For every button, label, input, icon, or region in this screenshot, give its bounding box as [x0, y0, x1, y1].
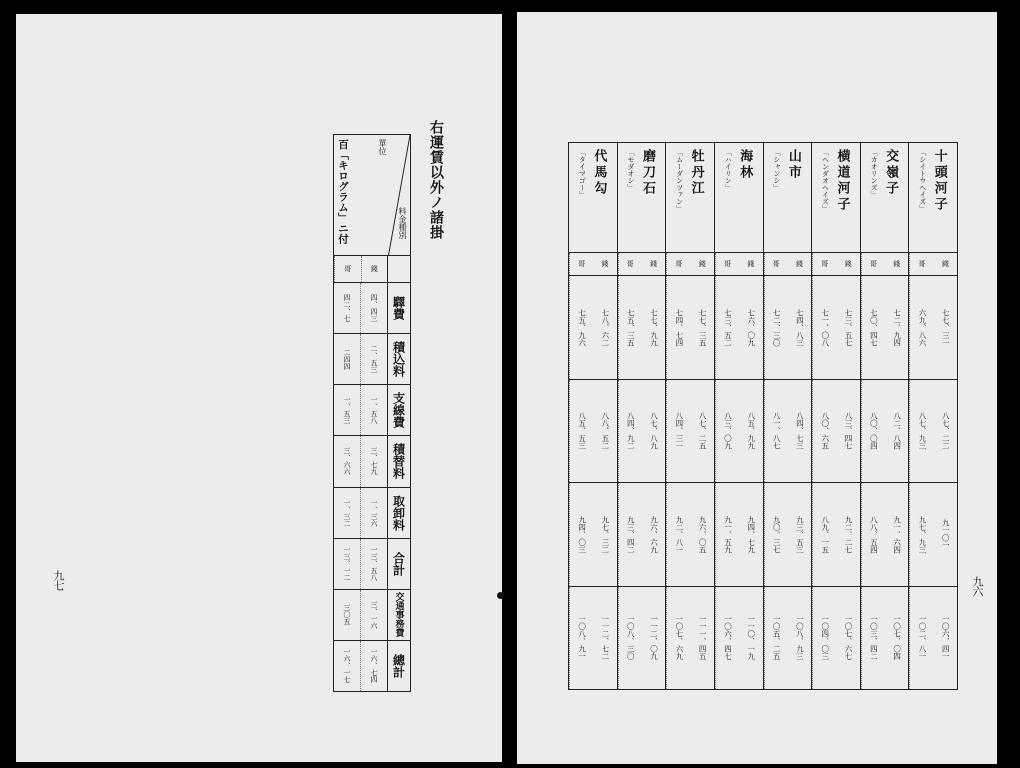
value-ko: 八〇、〇四	[861, 380, 885, 483]
page-number: 九六	[971, 576, 984, 596]
value-sen: 八五、九九	[746, 412, 756, 450]
sub-header-row	[666, 253, 714, 276]
fare-cell	[861, 587, 909, 690]
value-sen: 三、七九	[360, 436, 387, 486]
value-ko: 九三、四二	[618, 483, 642, 586]
fare-cell	[618, 483, 666, 587]
table-row	[334, 539, 410, 590]
fare-cell	[861, 380, 909, 484]
value-ko: 八九、一五	[812, 483, 836, 586]
value-ko: 七五、九六	[569, 276, 593, 379]
sub-header-row	[715, 253, 763, 276]
sub-header-row	[812, 253, 860, 276]
sub-header-ko: 哥	[618, 253, 642, 275]
value-ko: 八四、九二	[618, 380, 642, 483]
sub-header-row	[569, 253, 617, 276]
fare-cell	[666, 483, 714, 587]
sub-header-sen: 錢	[650, 260, 658, 268]
station-header	[861, 143, 909, 253]
unit-value: 百「キログラム」ニ付	[337, 139, 349, 244]
value-ko: 七四、七四	[666, 276, 690, 379]
value-ko: 九七、九三	[909, 483, 933, 586]
value-ko: 七五、三五	[618, 276, 642, 379]
row-label: 驛費	[387, 283, 410, 333]
fare-cell	[666, 380, 714, 484]
value-sen: 一〇七、六七	[844, 615, 854, 661]
station-reading: 「シャンシ」	[772, 149, 781, 191]
fare-cell	[909, 380, 957, 484]
value-sen: 七七、三一	[941, 308, 951, 346]
fare-cell	[715, 483, 763, 587]
station-column	[665, 143, 714, 689]
table-row	[334, 334, 410, 385]
value-ko: 一〇七、六九	[666, 587, 690, 690]
value-ko: 四二、七	[343, 294, 351, 323]
fare-cell	[861, 483, 909, 587]
station-name: 山市	[785, 149, 801, 181]
value-ko: 八五、五三	[569, 380, 593, 483]
fare-cell	[715, 380, 763, 484]
sub-header-ko: 哥	[334, 256, 361, 282]
value-sen: 二、五三	[360, 334, 387, 384]
station-reading: 「ムーダンツァン」	[675, 149, 684, 212]
value-ko: 九一、五九	[715, 483, 739, 586]
station-reading: 「カオリンズ」	[870, 149, 879, 198]
binding-mark	[497, 592, 504, 599]
fare-cell	[618, 380, 666, 484]
value-ko: 八一、八七	[764, 380, 788, 483]
sub-header-sen: 錢	[361, 256, 388, 282]
fare-cell	[666, 587, 714, 690]
row-label: 交通事務費	[387, 590, 410, 640]
sub-header-sen: 錢	[795, 260, 803, 268]
fare-cell	[812, 587, 860, 690]
value-sen: 一一二、〇九	[649, 615, 659, 661]
fare-cell	[569, 483, 617, 587]
sub-header-sen: 錢	[601, 260, 609, 268]
fare-cell	[764, 587, 812, 690]
sub-header-ko: 哥	[861, 253, 885, 275]
fare-cell	[909, 276, 957, 380]
sub-header-row	[764, 253, 812, 276]
value-ko: 八四、三一	[666, 380, 690, 483]
station-header	[666, 143, 714, 253]
row-label: 取卸料	[387, 488, 410, 538]
fare-cell	[812, 483, 860, 587]
page-number: 九七	[52, 570, 65, 590]
row-label: 合計	[387, 539, 410, 589]
station-column	[617, 143, 666, 689]
value-ko: 一〇五、二五	[764, 587, 788, 690]
right-page	[517, 12, 997, 764]
station-header	[764, 143, 812, 253]
station-reading: 「モダオシ」	[626, 149, 635, 191]
fare-cell	[666, 276, 714, 380]
value-ko: 九二、八一	[666, 483, 690, 586]
value-ko: 七二、三〇	[764, 276, 788, 379]
station-column	[811, 143, 860, 689]
station-column	[860, 143, 909, 689]
value-sen: 八二、八四	[892, 412, 902, 450]
value-sen: 九一〇一	[941, 519, 951, 550]
value-sen: 一〇七、〇四	[892, 615, 902, 661]
station-reading: 「ハイリン」	[724, 149, 733, 191]
value-ko: 六九、八六	[909, 276, 933, 379]
table-row	[334, 488, 410, 539]
station-name: 代馬勾	[591, 149, 607, 197]
table-row	[334, 385, 410, 436]
station-fare-table	[568, 142, 958, 690]
value-ko: 一〇四、〇三	[812, 587, 836, 690]
station-header	[618, 143, 666, 253]
value-ko: 一〇三、四二	[861, 587, 885, 690]
fare-cell	[861, 276, 909, 380]
value-sen: 七二、九四	[892, 308, 902, 346]
value-sen: 七七、九九	[649, 308, 659, 346]
station-name: 横道河子	[834, 149, 850, 213]
header-unit-column	[365, 135, 410, 255]
station-column	[569, 143, 617, 689]
value-ko: 八七、九三	[909, 380, 933, 483]
station-reading: 「ヘンダオヘイズ」	[821, 149, 830, 212]
row-label: 積替料	[387, 436, 410, 486]
value-sen: 一三、五八	[360, 539, 387, 589]
value-ko: 一、五三	[343, 396, 351, 425]
sub-header-ko: 哥	[764, 253, 788, 275]
value-ko: 七一、〇八	[812, 276, 836, 379]
value-sen: 三、一六	[360, 590, 387, 640]
station-reading: 「シイトウヘイズ」	[918, 149, 927, 212]
fare-cell	[909, 587, 957, 690]
table-row	[334, 641, 410, 691]
fare-cell	[715, 276, 763, 380]
value-ko: 二四四	[343, 348, 351, 370]
sub-header-ko: 哥	[812, 253, 836, 275]
station-header	[812, 143, 860, 253]
table-row	[334, 436, 410, 487]
value-sen: 八七、二二	[941, 412, 951, 450]
value-sen: 一六、七四	[360, 641, 387, 691]
station-column	[763, 143, 812, 689]
value-sen: 七四、八三	[795, 308, 805, 346]
value-ko: 一六、一七	[343, 648, 351, 684]
fare-cell	[909, 483, 957, 587]
station-name: 磨刀石	[639, 149, 655, 197]
value-ko: 一三、一二	[343, 546, 351, 582]
fare-cell	[618, 276, 666, 380]
station-name: 十頭河子	[931, 149, 947, 213]
station-header	[569, 143, 617, 253]
value-sen: 七八、六二	[600, 308, 610, 346]
fare-cell	[618, 587, 666, 690]
value-sen: 一一二、七二	[600, 615, 610, 661]
fare-cell	[569, 380, 617, 484]
table-row	[334, 283, 410, 334]
value-sen: 七六、〇九	[746, 308, 756, 346]
fare-cell	[812, 380, 860, 484]
fare-cell	[764, 380, 812, 484]
sub-header-row	[618, 253, 666, 276]
sub-header-ko: 哥	[909, 253, 933, 275]
sub-header-row	[334, 256, 410, 283]
corner-label: 料金種別	[398, 207, 407, 239]
station-name: 海林	[737, 149, 753, 181]
value-ko: 八八、五四	[861, 483, 885, 586]
value-sen: 九六、〇五	[698, 515, 708, 553]
value-sen: 一一〇、一九	[746, 615, 756, 661]
value-sen: 九二、二七	[844, 515, 854, 553]
sub-header-ko: 哥	[569, 253, 593, 275]
value-sen: 一〇六、四一	[941, 615, 951, 661]
value-sen: 九六、六九	[649, 515, 659, 553]
left-page	[16, 14, 502, 762]
row-label: 總計	[387, 641, 410, 691]
table-header	[334, 135, 410, 256]
value-sen: 一一一、四五	[698, 615, 708, 661]
value-sen: 八三、四七	[844, 412, 854, 450]
station-column	[714, 143, 763, 689]
value-sen: 九一、六四	[892, 515, 902, 553]
value-ko: 九四、〇三	[569, 483, 593, 586]
row-label: 積込料	[387, 334, 410, 384]
value-sen: 八七、八九	[649, 412, 659, 450]
value-sen: 九四、七九	[746, 515, 756, 553]
value-ko: 八〇、六五	[812, 380, 836, 483]
sub-header-sen: 錢	[844, 260, 852, 268]
value-sen: 九三、五三	[795, 515, 805, 553]
table-row	[334, 590, 410, 641]
value-ko: 一〇六、四七	[715, 587, 739, 690]
station-column	[908, 143, 957, 689]
value-ko: 八三、〇九	[715, 380, 739, 483]
value-sen: 一、三六	[360, 488, 387, 538]
value-ko: 一〇二、八一	[909, 587, 933, 690]
station-header	[715, 143, 763, 253]
sub-header-ko: 哥	[715, 253, 739, 275]
value-ko: 一〇八、九一	[569, 587, 593, 690]
value-sen: 九七、三二	[600, 515, 610, 553]
fare-cell	[715, 587, 763, 690]
value-sen: 八四、七三	[795, 412, 805, 450]
unit-label: 單位	[378, 139, 387, 155]
value-sen: 七七、三五	[698, 308, 708, 346]
sub-header-sen: 錢	[698, 260, 706, 268]
header-unit-value-column	[334, 135, 365, 255]
section-title: 右運賃以外ノ諸掛	[428, 120, 444, 240]
value-sen: 一〇八、九三	[795, 615, 805, 661]
value-ko: 一、三二	[343, 498, 351, 527]
value-ko: 三〇五	[343, 604, 351, 626]
sub-header-row	[861, 253, 909, 276]
sub-header-sen: 錢	[941, 260, 949, 268]
fare-cell	[812, 276, 860, 380]
value-ko: 七〇、四七	[861, 276, 885, 379]
station-header	[909, 143, 957, 253]
fare-cell	[569, 276, 617, 380]
value-sen: 八七、二五	[698, 412, 708, 450]
value-sen: 一、五八	[360, 385, 387, 435]
sub-header-sen: 錢	[893, 260, 901, 268]
sub-header-blank	[387, 256, 410, 282]
row-label: 支線費	[387, 385, 410, 435]
value-ko: 七三、五二	[715, 276, 739, 379]
charges-table	[333, 134, 411, 692]
value-ko: 九〇、三七	[764, 483, 788, 586]
sub-header-ko: 哥	[666, 253, 690, 275]
sub-header-row	[909, 253, 957, 276]
value-sen: 七三、五七	[844, 308, 854, 346]
value-ko: 三、六六	[343, 447, 351, 476]
station-name: 牡丹江	[688, 149, 704, 197]
value-ko: 一〇八、三〇	[618, 587, 642, 690]
station-reading: 「タイマゴー」	[578, 149, 587, 198]
station-name: 交嶺子	[883, 149, 899, 197]
value-sen: 四、四三	[360, 283, 387, 333]
fare-cell	[764, 276, 812, 380]
sub-header-sen: 錢	[747, 260, 755, 268]
fare-cell	[764, 483, 812, 587]
value-sen: 八八、五二	[600, 412, 610, 450]
fare-cell	[569, 587, 617, 690]
